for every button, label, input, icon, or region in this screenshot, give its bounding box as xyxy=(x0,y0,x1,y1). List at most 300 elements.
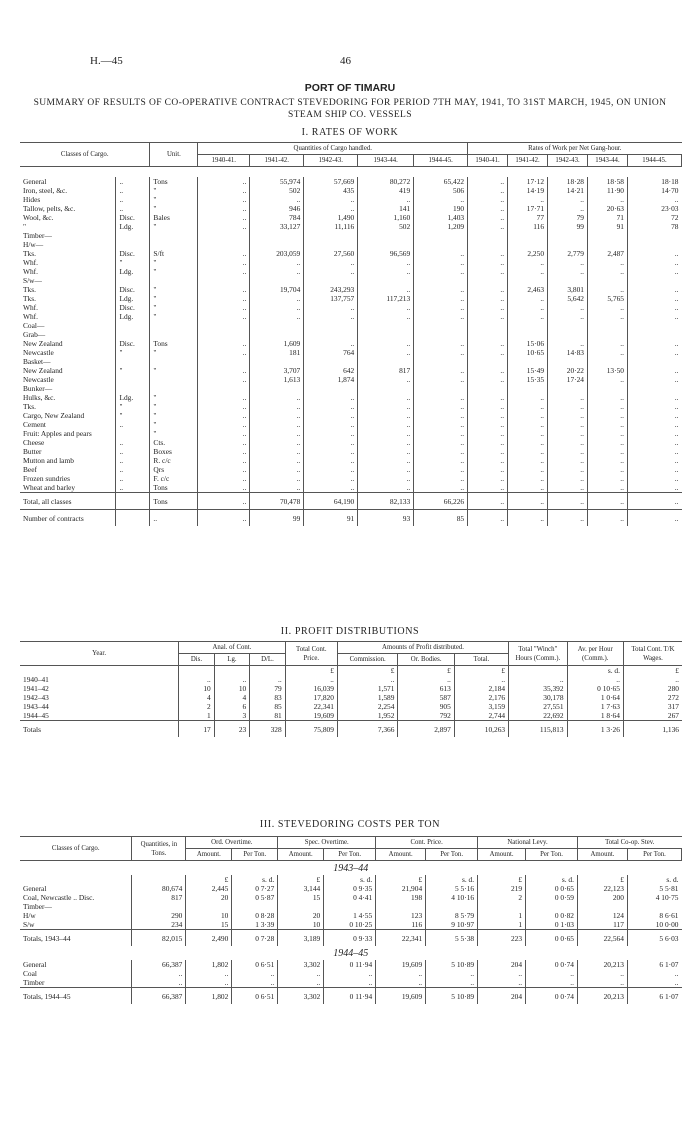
table-cell: " xyxy=(150,294,198,303)
table-cell: 200 xyxy=(577,893,627,902)
table-cell: Tons xyxy=(150,493,198,510)
table-cell: 3 xyxy=(214,711,250,721)
table-cell: .. xyxy=(508,294,548,303)
table-cell: .. xyxy=(468,366,508,375)
table-cell: Timber xyxy=(23,978,45,987)
table-cell: 1,160 xyxy=(358,213,414,222)
table-cell xyxy=(588,321,628,330)
table-cell: " xyxy=(23,222,27,231)
table-cell: 3,302 xyxy=(278,960,324,969)
table-cell xyxy=(150,375,198,384)
col-ord: Ord. Overtime. xyxy=(186,837,278,849)
table-cell: 506 xyxy=(414,186,468,195)
table-cell: Disc. xyxy=(116,303,150,312)
table-cell: .. xyxy=(116,177,150,186)
table-cell: .. xyxy=(250,483,304,493)
table-cell: 123 xyxy=(376,911,426,920)
table-cell: .. xyxy=(198,375,250,384)
col-anal: Anal. of Cont. xyxy=(179,642,286,654)
table-cell xyxy=(358,384,414,393)
table-cell: .. xyxy=(548,411,588,420)
table-cell: 15·06 xyxy=(508,339,548,348)
table-row xyxy=(20,222,682,231)
table-cell: 137,757 xyxy=(304,294,358,303)
year-header: 1942-43. xyxy=(548,155,588,167)
table-cell: .. xyxy=(627,348,681,357)
table-cell: .. xyxy=(577,978,627,988)
table-cell: .. xyxy=(376,969,426,978)
table-row xyxy=(20,960,682,969)
table-cell: .. xyxy=(414,195,468,204)
table-cell: 10,263 xyxy=(454,721,508,738)
table-cell: .. xyxy=(414,294,468,303)
table-cell: 15·49 xyxy=(508,366,548,375)
table-cell: .. xyxy=(358,312,414,321)
amount-header: Amount. xyxy=(278,849,324,861)
table-cell: .. xyxy=(508,312,548,321)
table-cell: .. xyxy=(627,312,681,321)
table-cell: .. xyxy=(588,195,628,204)
table-cell: 0 5·87 xyxy=(232,893,278,902)
table-cell: 6 xyxy=(214,702,250,711)
table-cell: .. xyxy=(508,483,548,493)
table-cell: 93 xyxy=(358,510,414,527)
table-cell: 20,213 xyxy=(577,960,627,969)
table-cell xyxy=(304,276,358,285)
table-cell: .. xyxy=(250,267,304,276)
table-cell xyxy=(116,231,150,240)
table-cell: .. xyxy=(250,303,304,312)
table-cell: .. xyxy=(627,294,681,303)
table-cell: 6 1·07 xyxy=(627,988,681,1005)
table-cell: 57,669 xyxy=(304,177,358,186)
table-cell xyxy=(304,240,358,249)
table-cell xyxy=(414,384,468,393)
table-cell: .. xyxy=(468,393,508,402)
table-cell: Cheese xyxy=(23,438,45,447)
table-cell: .. xyxy=(548,510,588,527)
table-cell: .. xyxy=(548,465,588,474)
table-cell: 2,490 xyxy=(186,930,232,947)
table-cell: .. xyxy=(116,186,150,195)
table-cell: .. xyxy=(250,438,304,447)
table-row xyxy=(20,312,682,321)
table-cell: 91 xyxy=(588,222,628,231)
table-cell: .. xyxy=(548,312,588,321)
page-number: 46 xyxy=(340,55,351,67)
table-cell: .. xyxy=(588,429,628,438)
table-cell: .. xyxy=(250,447,304,456)
table-cell: 17·12 xyxy=(508,177,548,186)
table-cell: .. xyxy=(358,447,414,456)
table-cell: 81 xyxy=(250,711,286,721)
table-cell: " xyxy=(150,402,198,411)
table-cell: .. xyxy=(577,969,627,978)
table-cell xyxy=(548,240,588,249)
table-cell: 2,254 xyxy=(337,702,398,711)
table-cell: .. xyxy=(548,493,588,510)
col-total: Total. xyxy=(454,654,508,666)
table-cell: H/w— xyxy=(23,240,44,249)
table-cell: 17,820 xyxy=(285,693,337,702)
col-totcoop: Total Co-op. Stev. xyxy=(577,837,681,849)
table-row xyxy=(20,402,682,411)
table-cell: .. xyxy=(426,978,478,988)
table-cell: .. xyxy=(414,483,468,493)
table-cell xyxy=(627,276,681,285)
table-row xyxy=(20,902,682,911)
table-row xyxy=(20,330,682,339)
table-cell: .. xyxy=(250,312,304,321)
table-cell: " xyxy=(150,303,198,312)
table-cell: .. xyxy=(627,420,681,429)
table-cell: 1,613 xyxy=(250,375,304,384)
table-cell: Disc. xyxy=(116,213,150,222)
table-cell xyxy=(468,240,508,249)
table-row xyxy=(20,285,682,294)
units-row xyxy=(20,666,682,676)
table-cell: .. xyxy=(198,493,250,510)
table-cell xyxy=(116,384,150,393)
table-cell xyxy=(304,384,358,393)
table-cell: Tks. xyxy=(23,294,36,303)
year-header: 1940-41. xyxy=(468,155,508,167)
table-cell: 83 xyxy=(250,693,286,702)
table-cell: 219 xyxy=(478,884,526,893)
table-row xyxy=(20,375,682,384)
table-cell xyxy=(358,276,414,285)
table-cell xyxy=(198,321,250,330)
table-cell: .. xyxy=(414,267,468,276)
table-cell xyxy=(468,321,508,330)
table-cell: 82,015 xyxy=(132,930,186,947)
table-cell xyxy=(627,321,681,330)
table-cell: .. xyxy=(548,204,588,213)
table-cell: 10 xyxy=(214,684,250,693)
table-row xyxy=(20,276,682,285)
table-cell: .. xyxy=(150,510,198,527)
table-cell: 22,341 xyxy=(285,702,337,711)
table-cell xyxy=(508,384,548,393)
table-cell: 613 xyxy=(398,684,454,693)
table-cell: 3,189 xyxy=(278,930,324,947)
table-cell xyxy=(468,357,508,366)
col-av: Av. per Hour (Comm.). xyxy=(567,642,623,666)
table-cell: .. xyxy=(250,294,304,303)
table-row xyxy=(20,447,682,456)
table-cell xyxy=(150,321,198,330)
table-cell: 10 xyxy=(186,911,232,920)
table-cell: .. xyxy=(358,303,414,312)
table-cell: .. xyxy=(468,348,508,357)
table-cell: .. xyxy=(198,195,250,204)
table-row xyxy=(20,920,682,930)
table-cell xyxy=(278,902,324,911)
table-cell: 642 xyxy=(304,366,358,375)
table-cell: .. xyxy=(468,258,508,267)
table-cell xyxy=(548,384,588,393)
table-cell: R. c/c xyxy=(150,456,198,465)
section-3-title: III. STEVEDORING COSTS PER TON xyxy=(259,819,441,830)
table-cell: 5 10·89 xyxy=(426,988,478,1005)
table-cell: 0 0·74 xyxy=(526,988,578,1005)
table-cell xyxy=(304,330,358,339)
table-cell: .. xyxy=(588,438,628,447)
table-cell: .. xyxy=(358,429,414,438)
table-cell: 15 xyxy=(186,920,232,930)
table-cell: .. xyxy=(414,375,468,384)
table-cell: Coal xyxy=(23,969,37,978)
table-cell xyxy=(468,384,508,393)
table-cell: .. xyxy=(198,483,250,493)
table-cell: .. xyxy=(116,483,150,493)
table-cell: .. xyxy=(358,348,414,357)
table-cell: .. xyxy=(588,447,628,456)
table-cell: .. xyxy=(304,267,358,276)
table-cell: 2,779 xyxy=(548,249,588,258)
total-row xyxy=(20,493,682,510)
table-cell: 96,569 xyxy=(358,249,414,258)
col-spec: Spec. Overtime. xyxy=(278,837,376,849)
table-cell: .. xyxy=(304,420,358,429)
table-cell: 19,609 xyxy=(285,711,337,721)
table-cell: 10·65 xyxy=(508,348,548,357)
col-year: Year. xyxy=(20,642,179,666)
table-row xyxy=(20,456,682,465)
table-cell: " xyxy=(116,258,150,267)
table-cell: 35,392 xyxy=(509,684,567,693)
table-cell xyxy=(150,357,198,366)
table-cell: s. d. xyxy=(526,875,578,884)
table-cell: " xyxy=(150,267,198,276)
table-cell: .. xyxy=(627,195,681,204)
table-cell xyxy=(627,240,681,249)
table-cell: Cts. xyxy=(150,438,198,447)
table-cell: .. xyxy=(508,447,548,456)
per-ton-header: Per Ton. xyxy=(426,849,478,861)
col-price: Total Cont. Price. xyxy=(285,642,337,666)
table-cell: .. xyxy=(468,465,508,474)
table-cell: Whf. xyxy=(23,258,38,267)
table-cell: 13·50 xyxy=(588,366,628,375)
table-row xyxy=(20,393,682,402)
table-row xyxy=(20,231,682,240)
table-cell: .. xyxy=(548,456,588,465)
table-cell: .. xyxy=(627,258,681,267)
table-cell: 280 xyxy=(623,684,682,693)
table-row xyxy=(20,465,682,474)
table-cell: .. xyxy=(548,483,588,493)
table-cell: .. xyxy=(508,195,548,204)
table-cell: 91 xyxy=(304,510,358,527)
table-cell: 0 0·65 xyxy=(526,930,578,947)
table-cell xyxy=(508,321,548,330)
table-cell: .. xyxy=(548,339,588,348)
table-cell: 0 0·59 xyxy=(526,893,578,902)
table-cell: .. xyxy=(116,420,150,429)
table-cell xyxy=(198,276,250,285)
table-cell: .. xyxy=(304,402,358,411)
table-row xyxy=(20,420,682,429)
table-cell: .. xyxy=(588,348,628,357)
table-cell: .. xyxy=(304,258,358,267)
table-cell: 1942–43 xyxy=(23,693,49,702)
table-cell xyxy=(150,384,198,393)
table-cell: Ldg. xyxy=(116,267,150,276)
table-cell: .. xyxy=(358,420,414,429)
table-cell: 115,813 xyxy=(509,721,567,738)
col-hours: Total "Winch" Hours (Comm.). xyxy=(509,642,567,666)
table-cell xyxy=(20,666,179,676)
table-row xyxy=(20,969,682,978)
table-cell xyxy=(198,330,250,339)
table-row xyxy=(20,893,682,902)
table-cell: .. xyxy=(508,474,548,483)
table-cell: .. xyxy=(358,267,414,276)
table-cell: .. xyxy=(232,969,278,978)
table-cell: .. xyxy=(198,312,250,321)
table-cell: General xyxy=(23,884,47,893)
table-cell: 64,190 xyxy=(304,493,358,510)
table-cell xyxy=(468,276,508,285)
table-cell xyxy=(627,384,681,393)
table-cell: 3,302 xyxy=(278,988,324,1005)
table-cell: .. xyxy=(627,474,681,483)
table-cell xyxy=(548,330,588,339)
table-cell: .. xyxy=(358,285,414,294)
page-title: PORT OF TIMARU xyxy=(304,82,396,94)
table-cell: 15 xyxy=(278,893,324,902)
table-cell: .. xyxy=(414,465,468,474)
table-cell: Disc. xyxy=(116,249,150,258)
table-cell xyxy=(304,231,358,240)
table-cell: 19,704 xyxy=(250,285,304,294)
table-cell: .. xyxy=(468,438,508,447)
table-cell: 66,226 xyxy=(414,493,468,510)
table-cell: 1,952 xyxy=(337,711,398,721)
col-levy: National Levy. xyxy=(478,837,578,849)
table-cell: .. xyxy=(588,465,628,474)
table-cell xyxy=(588,240,628,249)
table-cell xyxy=(150,330,198,339)
table-cell xyxy=(588,276,628,285)
table-cell xyxy=(116,357,150,366)
col-dis: Dis. xyxy=(179,654,215,666)
table-cell: .. xyxy=(548,303,588,312)
table-cell: " xyxy=(150,285,198,294)
table-cell: .. xyxy=(250,474,304,483)
table-cell: 2 xyxy=(478,893,526,902)
table-cell xyxy=(116,330,150,339)
year-header: 1940-41. xyxy=(198,155,250,167)
table-cell: 817 xyxy=(358,366,414,375)
table-cell: .. xyxy=(508,420,548,429)
table-cell: £ xyxy=(285,666,337,676)
table-cell: .. xyxy=(198,348,250,357)
table-cell: 317 xyxy=(623,702,682,711)
table-cell xyxy=(358,240,414,249)
table-cell: " xyxy=(116,402,150,411)
table-cell: .. xyxy=(116,456,150,465)
table-cell: 0 6·51 xyxy=(232,988,278,1005)
table-cell: .. xyxy=(627,969,681,978)
table-cell: 0 10·25 xyxy=(324,920,376,930)
table-cell: .. xyxy=(414,402,468,411)
table-cell: .. xyxy=(627,411,681,420)
table-cell: 9 10·97 xyxy=(426,920,478,930)
table-cell: .. xyxy=(304,195,358,204)
table-cell: .. xyxy=(468,510,508,527)
table-cell xyxy=(116,240,150,249)
table-cell: .. xyxy=(627,456,681,465)
table-cell: 1 3·39 xyxy=(232,920,278,930)
table-cell: .. xyxy=(508,267,548,276)
table-cell: .. xyxy=(414,393,468,402)
table-cell: .. xyxy=(304,429,358,438)
table-cell: 0 0·65 xyxy=(526,884,578,893)
table-cell: s. d. xyxy=(567,666,623,676)
table-cell: s. d. xyxy=(426,875,478,884)
table-cell: 587 xyxy=(398,693,454,702)
table-cell: Basket— xyxy=(23,357,51,366)
table-cell: .. xyxy=(278,969,324,978)
table-cell: .. xyxy=(508,393,548,402)
table-cell xyxy=(186,902,232,911)
table-cell: 17·24 xyxy=(548,375,588,384)
table-cell: 1,874 xyxy=(304,375,358,384)
table-cell: .. xyxy=(548,258,588,267)
table-cell: 77 xyxy=(508,213,548,222)
table-cell: Grab— xyxy=(23,330,46,339)
table-cell: .. xyxy=(509,675,567,684)
table-cell: 10 xyxy=(179,684,215,693)
table-cell: 30,178 xyxy=(509,693,567,702)
table-cell: .. xyxy=(548,420,588,429)
table-cell: .. xyxy=(198,474,250,483)
table-cell: 3,144 xyxy=(278,884,324,893)
table-cell xyxy=(548,231,588,240)
table-cell: General xyxy=(23,960,47,969)
table-cell: .. xyxy=(468,483,508,493)
table-cell: 23·03 xyxy=(627,204,681,213)
table-cell: .. xyxy=(304,465,358,474)
table-cell: .. xyxy=(588,285,628,294)
table-cell: .. xyxy=(588,420,628,429)
table-cell: .. xyxy=(198,177,250,186)
table-cell: Butter xyxy=(23,447,42,456)
table-cell: 70,478 xyxy=(250,493,304,510)
table-cell: F. c/c xyxy=(150,474,198,483)
table-cell: 4 xyxy=(179,693,215,702)
table-cell: 99 xyxy=(548,222,588,231)
table-cell: 2 xyxy=(179,702,215,711)
table-cell: .. xyxy=(358,474,414,483)
table-cell: .. xyxy=(116,438,150,447)
table-cell: 79 xyxy=(250,684,286,693)
col-classes: Classes of Cargo. xyxy=(20,143,150,167)
table-cell: 0 10·65 xyxy=(567,684,623,693)
table-cell: 10 xyxy=(278,920,324,930)
table-cell: .. xyxy=(508,493,548,510)
table-cell: 5 5·81 xyxy=(627,884,681,893)
table-cell: .. xyxy=(588,339,628,348)
table-cell: 1,490 xyxy=(304,213,358,222)
table-cell: .. xyxy=(132,969,186,978)
table-cell: 0 4·41 xyxy=(324,893,376,902)
table-cell: .. xyxy=(623,675,682,684)
table-cell: S/w xyxy=(23,920,35,929)
table-cell: Newcastle xyxy=(23,348,54,357)
